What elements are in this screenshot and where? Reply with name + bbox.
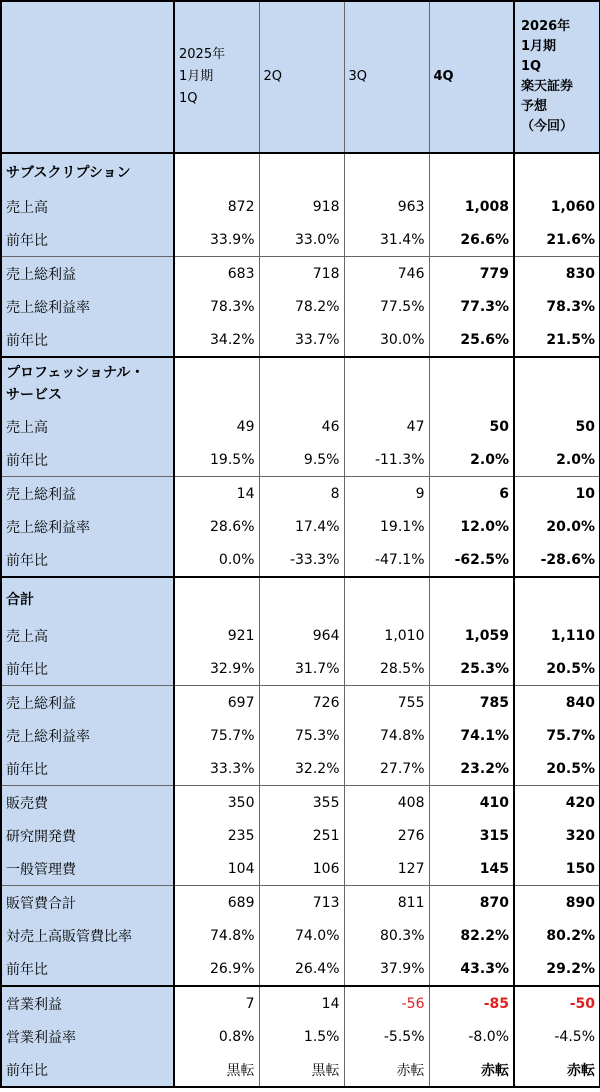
value-cell: 80.3% bbox=[344, 919, 429, 952]
value-cell: 77.3% bbox=[429, 290, 514, 323]
table-row bbox=[1, 652, 600, 686]
table-row bbox=[1, 852, 600, 886]
header-line: 2025年 bbox=[179, 47, 226, 62]
header-2026-1q-forecast bbox=[514, 1, 600, 153]
value-cell: 74.1% bbox=[429, 719, 514, 752]
value-cell: 14 bbox=[174, 477, 259, 511]
empty-cell bbox=[429, 153, 514, 190]
section-label: サブスクリプション bbox=[1, 153, 174, 190]
value-cell: 12.0% bbox=[429, 510, 514, 543]
value-cell: 746 bbox=[344, 257, 429, 291]
header-line: 予想 bbox=[521, 99, 548, 114]
value-cell: 50 bbox=[514, 410, 600, 443]
value-cell: 890 bbox=[514, 886, 600, 920]
value-cell: 870 bbox=[429, 886, 514, 920]
value-cell: -11.3% bbox=[344, 443, 429, 477]
header-line: 1月期 bbox=[179, 69, 214, 84]
value-cell: 47 bbox=[344, 410, 429, 443]
header-line: 楽天証券 bbox=[521, 79, 574, 94]
value-cell: 21.5% bbox=[514, 323, 600, 357]
table-row bbox=[1, 1020, 600, 1053]
row-label: 研究開発費 bbox=[1, 819, 174, 852]
value-cell: 964 bbox=[259, 619, 344, 652]
empty-cell bbox=[259, 357, 344, 410]
value-cell: -62.5% bbox=[429, 543, 514, 577]
value-cell: -47.1% bbox=[344, 543, 429, 577]
value-cell: 赤転 bbox=[429, 1053, 514, 1087]
header-2025-1q bbox=[174, 1, 259, 153]
value-cell: -5.5% bbox=[344, 1020, 429, 1053]
table-row bbox=[1, 919, 600, 952]
value-cell: 19.5% bbox=[174, 443, 259, 477]
value-cell: -56 bbox=[344, 986, 429, 1020]
value-cell: 106 bbox=[259, 852, 344, 886]
empty-cell bbox=[514, 153, 600, 190]
value-cell: 0.8% bbox=[174, 1020, 259, 1053]
value-cell: 27.7% bbox=[344, 752, 429, 786]
table-row bbox=[1, 477, 600, 511]
row-label: 売上高 bbox=[1, 190, 174, 223]
row-label: 前年比 bbox=[1, 952, 174, 986]
header-line: 1月期 bbox=[521, 39, 557, 54]
empty-cell bbox=[259, 577, 344, 619]
empty-cell bbox=[174, 577, 259, 619]
value-cell: 921 bbox=[174, 619, 259, 652]
empty-cell bbox=[344, 577, 429, 619]
value-cell: 6 bbox=[429, 477, 514, 511]
header-line: （今回） bbox=[521, 119, 574, 134]
table-row bbox=[1, 986, 600, 1020]
value-cell: 872 bbox=[174, 190, 259, 223]
value-cell: 420 bbox=[514, 786, 600, 820]
row-label: 一般管理費 bbox=[1, 852, 174, 886]
row-label: 販売費 bbox=[1, 786, 174, 820]
value-cell: 355 bbox=[259, 786, 344, 820]
table-row bbox=[1, 443, 600, 477]
header-4q: 4Q bbox=[429, 1, 514, 153]
value-cell: -4.5% bbox=[514, 1020, 600, 1053]
value-cell: -85 bbox=[429, 986, 514, 1020]
row-label: 販管費合計 bbox=[1, 886, 174, 920]
value-cell: 32.2% bbox=[259, 752, 344, 786]
value-cell: 315 bbox=[429, 819, 514, 852]
value-cell: 251 bbox=[259, 819, 344, 852]
table-row bbox=[1, 223, 600, 257]
value-cell: 127 bbox=[344, 852, 429, 886]
value-cell: 718 bbox=[259, 257, 344, 291]
value-cell: 21.6% bbox=[514, 223, 600, 257]
row-label: 売上高 bbox=[1, 619, 174, 652]
row-label: 営業利益 bbox=[1, 986, 174, 1020]
value-cell: 350 bbox=[174, 786, 259, 820]
value-cell: 2.0% bbox=[514, 443, 600, 477]
row-label: 対売上高販管費比率 bbox=[1, 919, 174, 952]
section-label: 合計 bbox=[1, 577, 174, 619]
table-row bbox=[1, 952, 600, 986]
section-label-line: サービス bbox=[6, 387, 62, 403]
header-3q: 3Q bbox=[344, 1, 429, 153]
row-label: 売上総利益 bbox=[1, 686, 174, 720]
value-cell: 683 bbox=[174, 257, 259, 291]
value-cell: 32.9% bbox=[174, 652, 259, 686]
value-cell: 75.3% bbox=[259, 719, 344, 752]
value-cell: 78.3% bbox=[174, 290, 259, 323]
value-cell: 37.9% bbox=[344, 952, 429, 986]
table-row bbox=[1, 686, 600, 720]
value-cell: 26.4% bbox=[259, 952, 344, 986]
table-row bbox=[1, 1053, 600, 1087]
value-cell: 23.2% bbox=[429, 752, 514, 786]
value-cell: 28.5% bbox=[344, 652, 429, 686]
table-row bbox=[1, 619, 600, 652]
row-label: 前年比 bbox=[1, 223, 174, 257]
value-cell: 9 bbox=[344, 477, 429, 511]
value-cell: 25.3% bbox=[429, 652, 514, 686]
value-cell: 78.3% bbox=[514, 290, 600, 323]
empty-cell bbox=[174, 357, 259, 410]
value-cell: 830 bbox=[514, 257, 600, 291]
value-cell: 2.0% bbox=[429, 443, 514, 477]
table-row bbox=[1, 510, 600, 543]
empty-cell bbox=[429, 577, 514, 619]
value-cell: 1.5% bbox=[259, 1020, 344, 1053]
value-cell: 0.0% bbox=[174, 543, 259, 577]
row-label: 売上総利益 bbox=[1, 477, 174, 511]
table-row bbox=[1, 290, 600, 323]
table-row bbox=[1, 190, 600, 223]
value-cell: 20.0% bbox=[514, 510, 600, 543]
value-cell: 33.3% bbox=[174, 752, 259, 786]
value-cell: 7 bbox=[174, 986, 259, 1020]
table-row bbox=[1, 786, 600, 820]
table-row bbox=[1, 752, 600, 786]
value-cell: 75.7% bbox=[174, 719, 259, 752]
value-cell: 31.4% bbox=[344, 223, 429, 257]
value-cell: 50 bbox=[429, 410, 514, 443]
empty-cell bbox=[174, 153, 259, 190]
value-cell: -8.0% bbox=[429, 1020, 514, 1053]
value-cell: 29.2% bbox=[514, 952, 600, 986]
value-cell: 33.0% bbox=[259, 223, 344, 257]
value-cell: 17.4% bbox=[259, 510, 344, 543]
row-label: 売上総利益 bbox=[1, 257, 174, 291]
table-row bbox=[1, 257, 600, 291]
value-cell: 80.2% bbox=[514, 919, 600, 952]
table-row bbox=[1, 719, 600, 752]
value-cell: 150 bbox=[514, 852, 600, 886]
value-cell: 1,060 bbox=[514, 190, 600, 223]
table-row bbox=[1, 543, 600, 577]
value-cell: 25.6% bbox=[429, 323, 514, 357]
row-label: 前年比 bbox=[1, 443, 174, 477]
table-row bbox=[1, 819, 600, 852]
value-cell: 1,010 bbox=[344, 619, 429, 652]
value-cell: 963 bbox=[344, 190, 429, 223]
table-row bbox=[1, 323, 600, 357]
row-label: 営業利益率 bbox=[1, 1020, 174, 1053]
table-row bbox=[1, 886, 600, 920]
section-row-total bbox=[1, 577, 600, 619]
value-cell: 8 bbox=[259, 477, 344, 511]
value-cell: 104 bbox=[174, 852, 259, 886]
value-cell: 43.3% bbox=[429, 952, 514, 986]
row-label: 前年比 bbox=[1, 1053, 174, 1087]
row-label: 前年比 bbox=[1, 652, 174, 686]
value-cell: 26.6% bbox=[429, 223, 514, 257]
value-cell: 10 bbox=[514, 477, 600, 511]
value-cell: 1,110 bbox=[514, 619, 600, 652]
row-label: 売上総利益率 bbox=[1, 510, 174, 543]
value-cell: 1,008 bbox=[429, 190, 514, 223]
value-cell: 235 bbox=[174, 819, 259, 852]
value-cell: 赤転 bbox=[514, 1053, 600, 1087]
value-cell: 33.9% bbox=[174, 223, 259, 257]
value-cell: 46 bbox=[259, 410, 344, 443]
value-cell: 785 bbox=[429, 686, 514, 720]
row-label: 前年比 bbox=[1, 323, 174, 357]
empty-cell bbox=[344, 153, 429, 190]
value-cell: 黒転 bbox=[174, 1053, 259, 1087]
value-cell: 31.7% bbox=[259, 652, 344, 686]
section-label bbox=[1, 357, 174, 410]
value-cell: 840 bbox=[514, 686, 600, 720]
value-cell: -28.6% bbox=[514, 543, 600, 577]
value-cell: 9.5% bbox=[259, 443, 344, 477]
row-label: 前年比 bbox=[1, 752, 174, 786]
value-cell: 779 bbox=[429, 257, 514, 291]
empty-cell bbox=[514, 357, 600, 410]
value-cell: 49 bbox=[174, 410, 259, 443]
header-blank-cell bbox=[1, 1, 174, 153]
value-cell: 14 bbox=[259, 986, 344, 1020]
row-label: 売上総利益率 bbox=[1, 719, 174, 752]
value-cell: 34.2% bbox=[174, 323, 259, 357]
empty-cell bbox=[259, 153, 344, 190]
empty-cell bbox=[344, 357, 429, 410]
value-cell: 410 bbox=[429, 786, 514, 820]
row-label: 前年比 bbox=[1, 543, 174, 577]
value-cell: 74.8% bbox=[174, 919, 259, 952]
value-cell: 78.2% bbox=[259, 290, 344, 323]
value-cell: -50 bbox=[514, 986, 600, 1020]
empty-cell bbox=[514, 577, 600, 619]
table-row bbox=[1, 410, 600, 443]
value-cell: 697 bbox=[174, 686, 259, 720]
value-cell: 689 bbox=[174, 886, 259, 920]
section-row-subscription bbox=[1, 153, 600, 190]
value-cell: 赤転 bbox=[344, 1053, 429, 1087]
value-cell: 19.1% bbox=[344, 510, 429, 543]
value-cell: 26.9% bbox=[174, 952, 259, 986]
value-cell: 811 bbox=[344, 886, 429, 920]
value-cell: 276 bbox=[344, 819, 429, 852]
value-cell: 20.5% bbox=[514, 652, 600, 686]
value-cell: 82.2% bbox=[429, 919, 514, 952]
value-cell: -33.3% bbox=[259, 543, 344, 577]
value-cell: 918 bbox=[259, 190, 344, 223]
value-cell: 75.7% bbox=[514, 719, 600, 752]
value-cell: 74.0% bbox=[259, 919, 344, 952]
value-cell: 74.8% bbox=[344, 719, 429, 752]
header-line: 2026年 bbox=[521, 19, 571, 34]
header-line: 1Q bbox=[521, 59, 542, 74]
row-label: 売上総利益率 bbox=[1, 290, 174, 323]
value-cell: 755 bbox=[344, 686, 429, 720]
value-cell: 28.6% bbox=[174, 510, 259, 543]
value-cell: 1,059 bbox=[429, 619, 514, 652]
value-cell: 20.5% bbox=[514, 752, 600, 786]
header-2q: 2Q bbox=[259, 1, 344, 153]
value-cell: 408 bbox=[344, 786, 429, 820]
value-cell: 713 bbox=[259, 886, 344, 920]
value-cell: 726 bbox=[259, 686, 344, 720]
value-cell: 320 bbox=[514, 819, 600, 852]
row-label: 売上高 bbox=[1, 410, 174, 443]
value-cell: 77.5% bbox=[344, 290, 429, 323]
header-row bbox=[1, 1, 600, 153]
value-cell: 33.7% bbox=[259, 323, 344, 357]
section-row-professional bbox=[1, 357, 600, 410]
header-line: 1Q bbox=[179, 91, 198, 106]
value-cell: 黒転 bbox=[259, 1053, 344, 1087]
value-cell: 145 bbox=[429, 852, 514, 886]
empty-cell bbox=[429, 357, 514, 410]
value-cell: 30.0% bbox=[344, 323, 429, 357]
section-label-line: プロフェッショナル・ bbox=[6, 365, 145, 381]
